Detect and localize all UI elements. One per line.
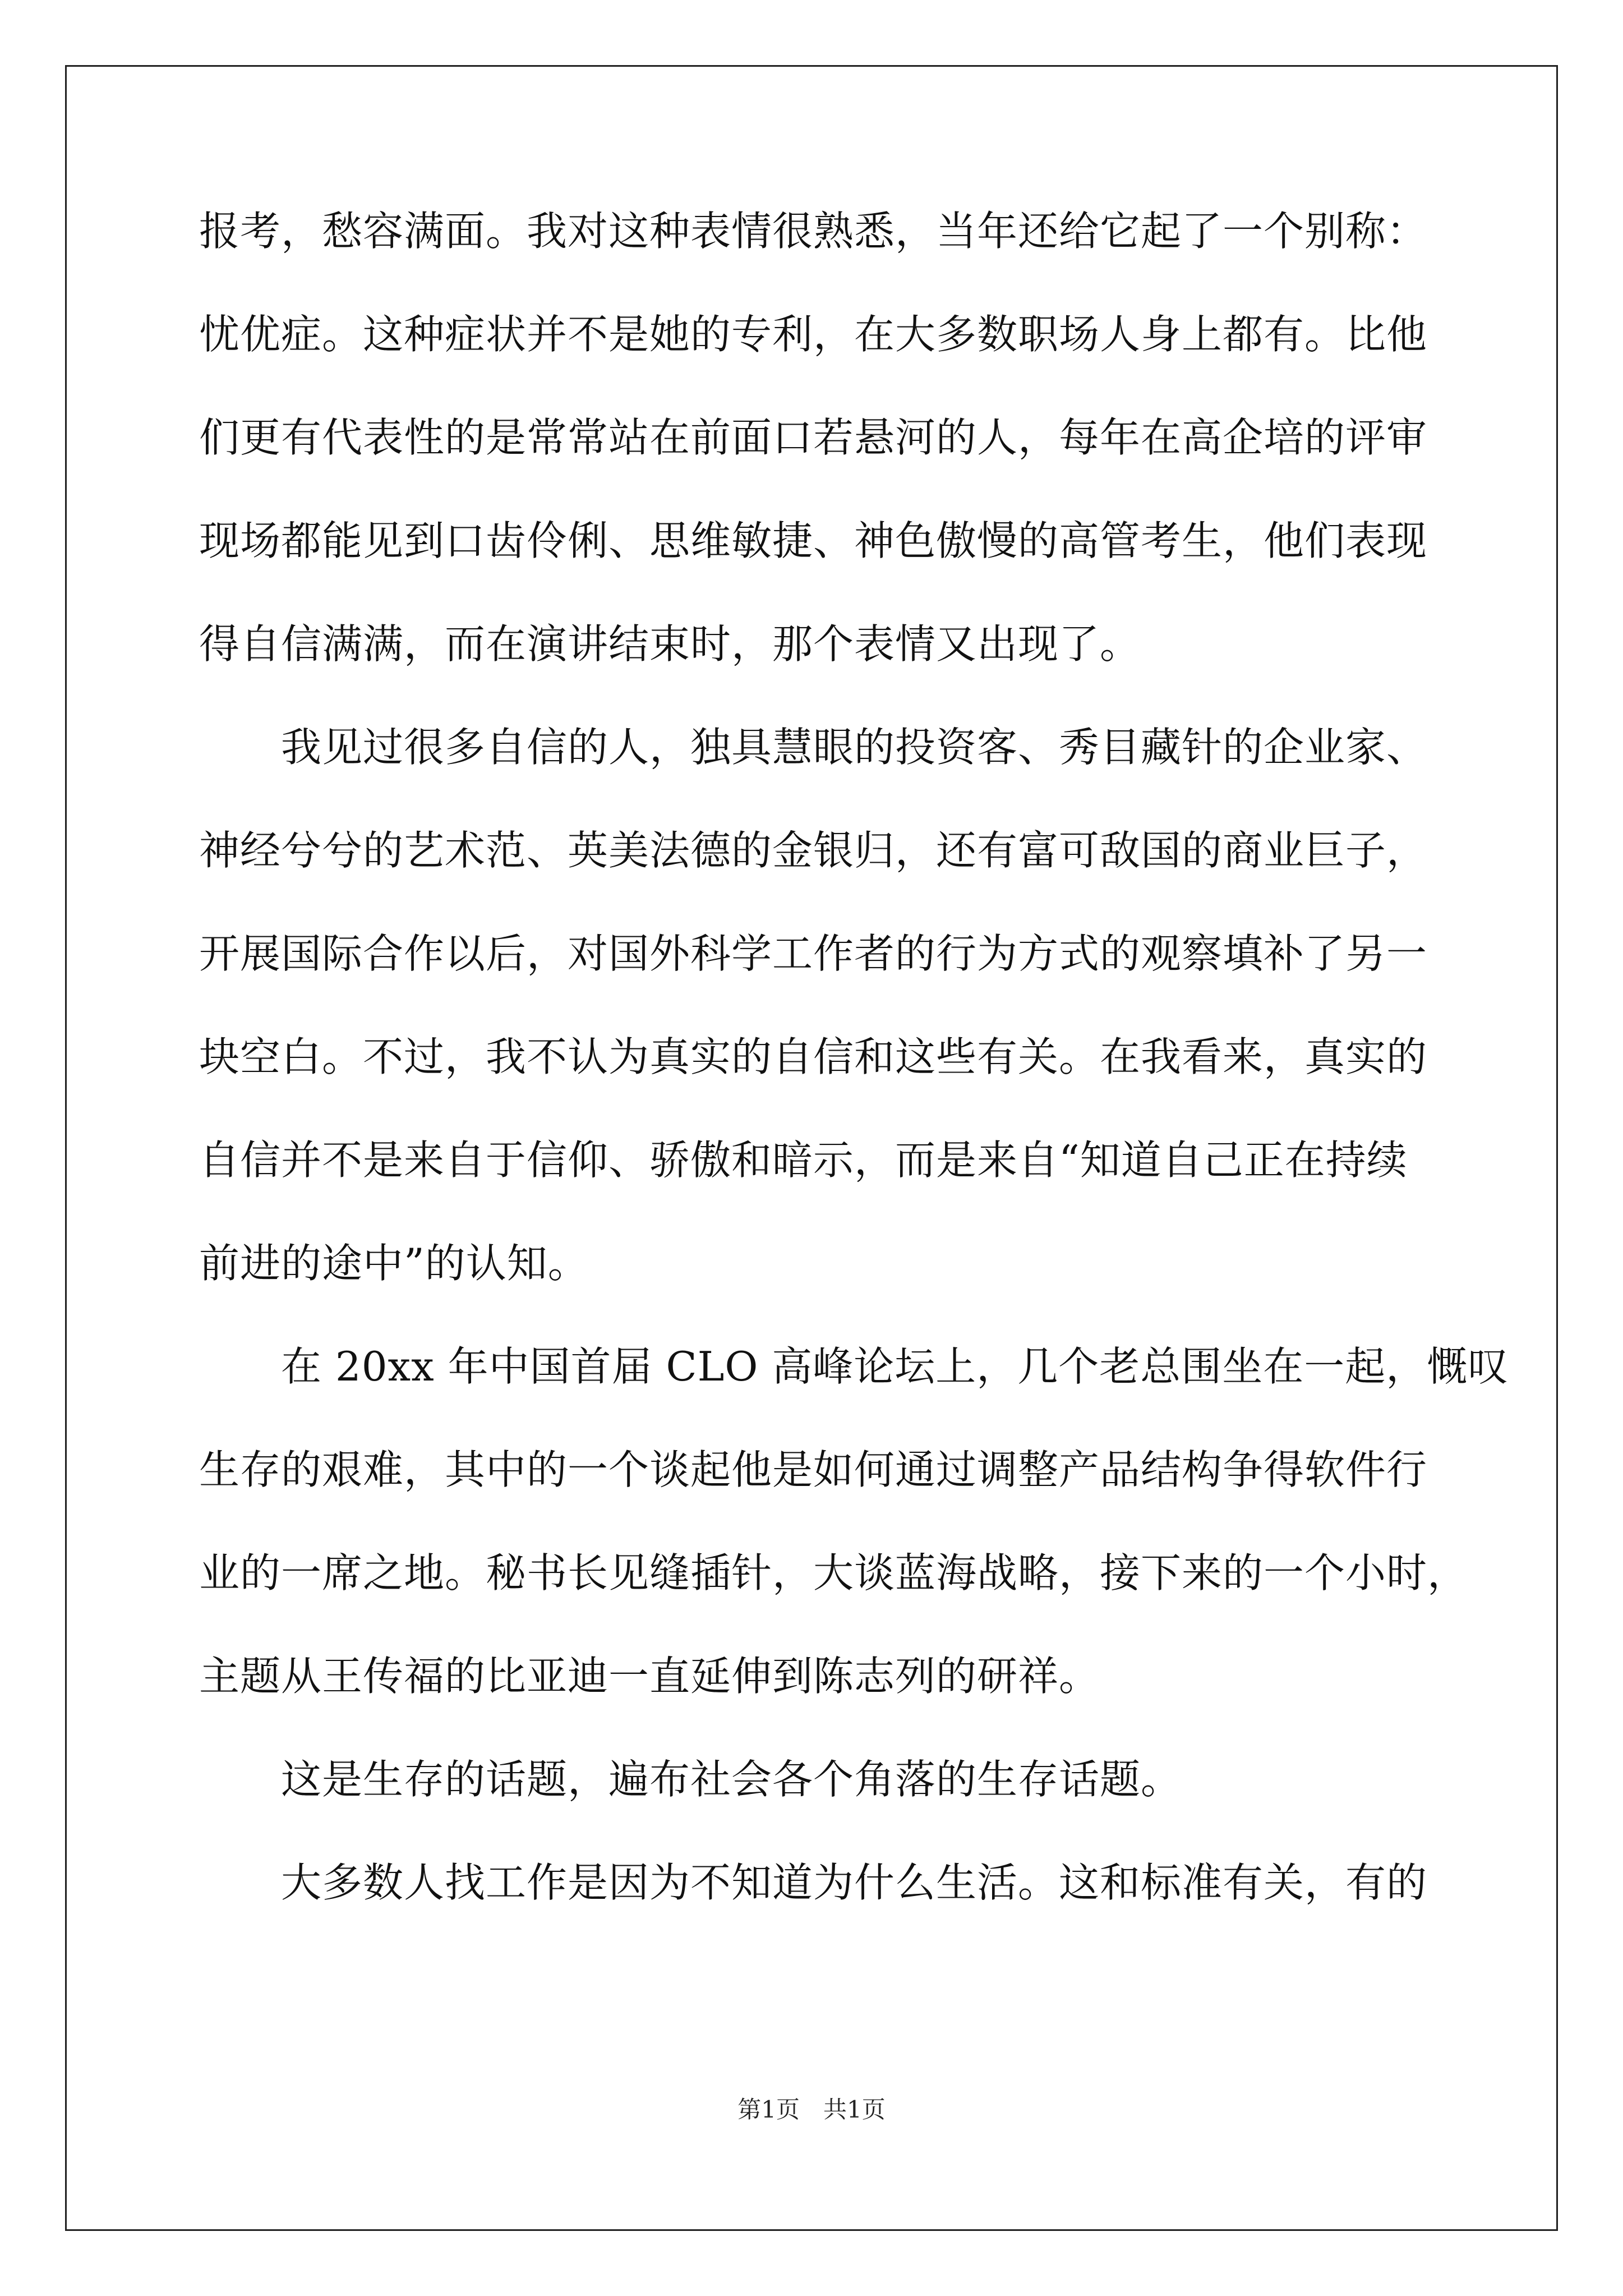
- paragraph: [199, 1728, 1433, 1831]
- text-line: 大多数人找工作是因为不知道为什么生活。这和标准有关，有的: [281, 1859, 1428, 1906]
- paragraph: [199, 1831, 1433, 1934]
- text-line: 忧优症。这种症状并不是她的专利，在大多数职场人身上都有。比他: [199, 311, 1428, 358]
- text-line: 块空白。不过，我不认为真实的自信和这些有关。在我看来，真实的: [199, 1033, 1428, 1080]
- text-line: 现场都能见到口齿伶俐、思维敏捷、神色傲慢的高管考生，他们表现: [199, 517, 1428, 564]
- page-footer: 第1页 共1页: [737, 2096, 886, 2123]
- text-line: 业的一席之地。秘书长见缝插针，大谈蓝海战略，接下来的一个小时，: [199, 1549, 1469, 1596]
- paragraph: [199, 696, 1433, 1315]
- text-line: 在 20xx 年中国首届 CLO 高峰论坛上，几个老总围坐在一起，慨叹: [281, 1343, 1509, 1390]
- text-line: 主题从王传福的比亚迪一直延伸到陈志列的研祥。: [199, 1653, 1100, 1700]
- text-line: 生存的艰难，其中的一个谈起他是如何通过调整产品结构争得软件行: [199, 1446, 1428, 1493]
- paragraph: [199, 1315, 1509, 1728]
- text-line: 自信并不是来自于信仰、骄傲和暗示，而是来自“知道自己正在持续: [199, 1137, 1408, 1184]
- document-body: [199, 180, 1509, 1934]
- text-line: 得自信满满，而在演讲结束时，那个表情又出现了。: [199, 620, 1141, 668]
- text-line: 开展国际合作以后，对国外科学工作者的行为方式的观察填补了另一: [199, 930, 1428, 977]
- paragraph: [199, 180, 1433, 696]
- text-line: 这是生存的话题，遍布社会各个角落的生存话题。: [281, 1756, 1182, 1803]
- text-line: 们更有代表性的是常常站在前面口若悬河的人，每年在高企培的评审: [199, 414, 1428, 461]
- text-line: 前进的途中”的认知。: [199, 1240, 589, 1287]
- text-line: 神经兮兮的艺术范、英美法德的金银归，还有富可敌国的商业巨子，: [199, 827, 1428, 874]
- text-line: 报考，愁容满面。我对这种表情很熟悉，当年还给它起了一个别称：: [199, 208, 1428, 255]
- text-line: 我见过很多自信的人，独具慧眼的投资客、秀目藏针的企业家、: [281, 724, 1428, 771]
